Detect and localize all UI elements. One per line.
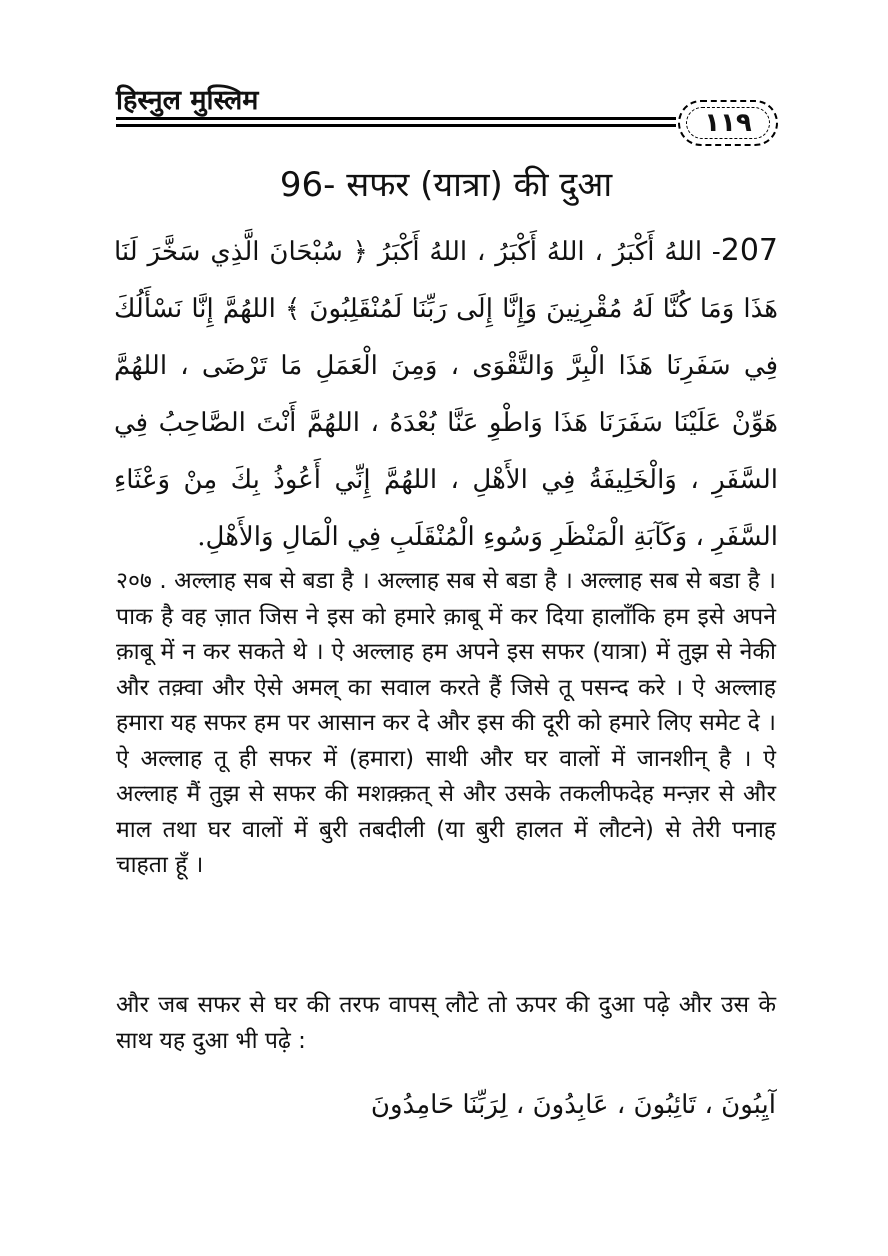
page-number-badge [678,100,778,146]
dua-translation: २०७ . अल्लाह सब से बडा है । अल्लाह सब से बडा है । अल्लाह सब से बडा है । पाक है वह ज़ात जिस ने इस को हमारे क़ाबू में कर दिया हालाँकि हम इसे अपने क़ाबू में न कर सकते थे । ऐ अल्लाह हम अपने इस सफर (यात्रा) में तुझ से नेकी और तक़्वा और ऐसे अमल् का सवाल करते हैं जिसे तू पसन्द करे । ऐ अल्लाह हमारा यह सफर हम पर आसान कर दे और इस की दूरी को हमारे लिए समेट दे । ऐ अल्लाह तू ही सफर में (हमारा) साथी और घर वालों में जानशीन् है । ऐ अल्लाह मैं तुझ से सफर की मशक़्क़त् से और उसके तकलीफदेह मन्ज़र से और माल तथा घर वालों में बुरी तबदीली (या बुरी हालत में लौटने) से तेरी पनाह चाहता हूँ । [116,568,776,878]
dua-number: 207 [720,233,778,268]
return-instruction: और जब सफर से घर की तरफ वापस् लौटे तो ऊपर की दुआ पढ़े और उस के साथ यह दुआ भी पढ़े : [116,992,776,1054]
book-title: हिस्नुल मुस्लिम [116,85,259,116]
dua-arabic-text: - اللهُ أَكْبَرُ ، اللهُ أَكْبَرُ ، اللهُ أَكْبَرُ ﴿ سُبْحَانَ الَّذِي سَخَّرَ لَنَا هَذَا وَمَا كُنَّا لَهُ مُقْرِنِينَ وَإِنَّا إِلَى رَبِّنَا لَمُنْقَلِبُونَ ﴾ اللهُمَّ إِنَّا نَسْأَلُكَ فِي سَفَرِنَا هَذَا الْبِرَّ وَالتَّقْوَى ، وَمِنَ الْعَمَلِ مَا تَرْضَى ، اللهُمَّ هَوِّنْ عَلَيْنَا سَفَرَنَا هَذَا وَاطْوِ عَنَّا بُعْدَهُ ، اللهُمَّ أَنْتَ الصَّاحِبُ فِي السَّفَرِ ، وَالْخَلِيفَةُ فِي الأَهْلِ ، اللهُمَّ إِنِّي أَعُوذُ بِكَ مِنْ وَعْثَاءِ السَّفَرِ ، وَكَآبَةِ الْمَنْظَرِ وَسُوءِ الْمُنْقَلَبِ فِي الْمَالِ وَالأَهْلِ. [114,237,778,552]
chapter-title: 96- सफर (यात्रा) की दुआ [279,165,613,205]
header-rule-top [116,117,676,120]
dua-arabic [114,222,778,566]
page-number: ١١٩ [704,108,752,138]
return-dua-arabic: آيِبُونَ ، تَائِبُونَ ، عَابِدُونَ ، لِرَبِّنَا حَامِدُونَ [370,1090,776,1120]
header-rule-bottom [116,124,676,127]
